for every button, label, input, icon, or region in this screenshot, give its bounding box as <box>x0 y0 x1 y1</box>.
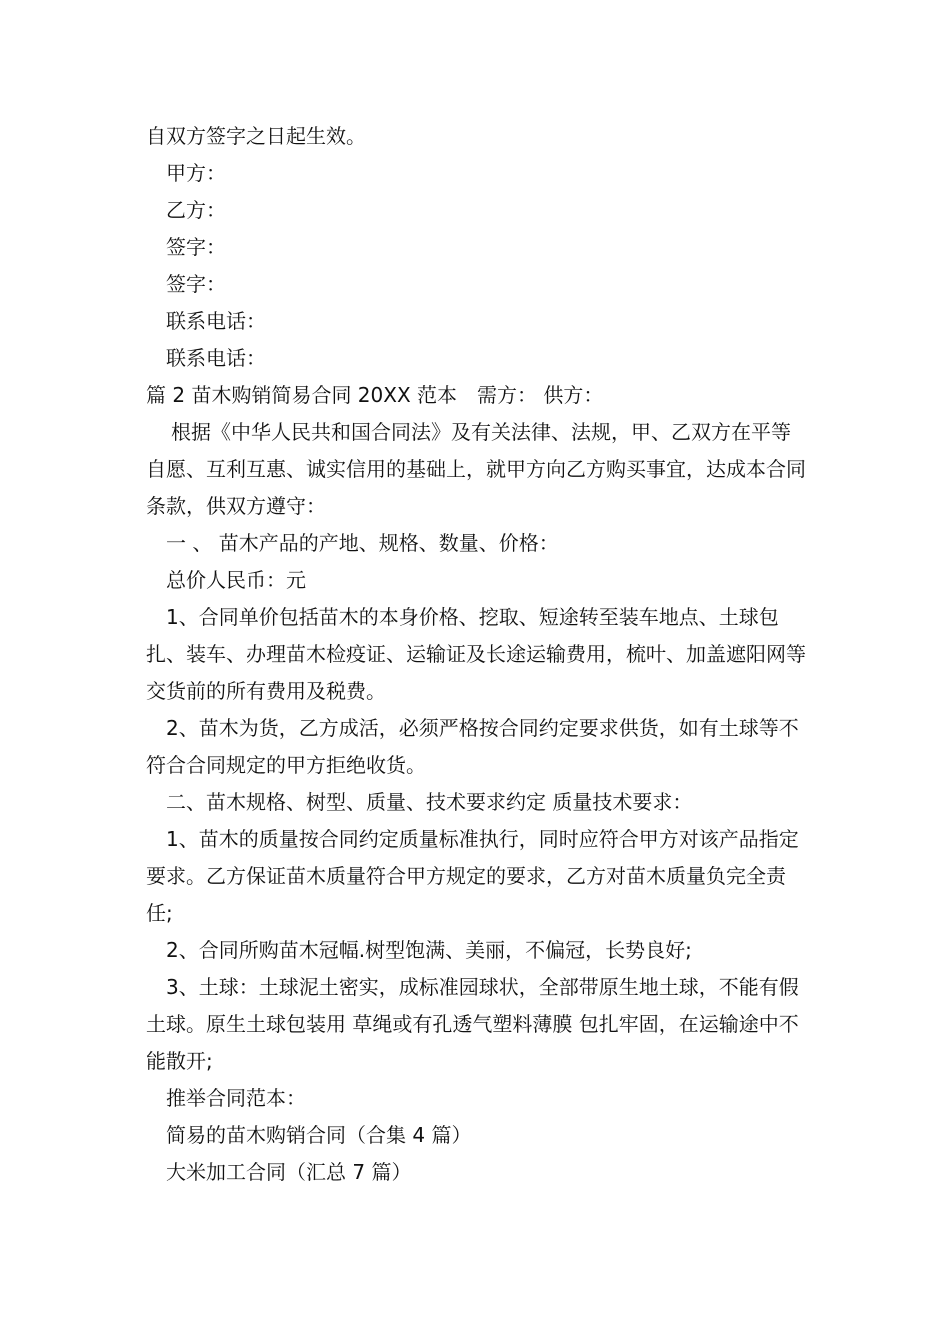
party-a-label: 甲方： <box>166 161 226 185</box>
phone-label: 联系电话： <box>166 309 266 333</box>
document-body <box>146 118 808 1191</box>
paragraph: 1、苗木的质量按合同约定质量标准执行，同时应符合甲方对该产品指定要求。乙方保证苗木质量符合甲方规定的要求，乙方对苗木质量负完全责任; <box>146 827 799 925</box>
section-heading: 篇 2 苗木购销简易合同 20XX 范本 需方： 供方： <box>146 383 604 407</box>
signature-label: 签字： <box>166 272 226 296</box>
recommended-link[interactable]: 大米加工合同（汇总 7 篇） <box>166 1160 412 1184</box>
paragraph: 1、合同单价包括苗木的本身价格、挖取、短途转至装车地点、土球包扎、装车、办理苗木检疫证、运输证及长途运输费用，梳叶、加盖遮阳网等交货前的所有费用及税费。 <box>146 605 806 703</box>
recommended-heading: 推举合同范本： <box>166 1086 306 1110</box>
paragraph: 根据《中华人民共和国合同法》及有关法律、法规，甲、乙双方在平等自愿、互利互惠、诚实信用的基础上，就甲方向乙方购买事宜，达成本合同条款，供双方遵守： <box>146 420 806 518</box>
recommended-link[interactable]: 简易的苗木购销合同（合集 4 篇） <box>166 1123 472 1147</box>
paragraph: 3、土球：土球泥土密实，成标准园球状，全部带原生地土球，不能有假土球。原生土球包装用 草绳或有孔透气塑料薄膜 包扎牢固，在运输途中不能散开; <box>146 975 799 1073</box>
paragraph: 2、苗木为货，乙方成活，必须严格按合同约定要求供货，如有土球等不符合合同规定的甲方拒绝收货。 <box>146 716 799 777</box>
paragraph: 自双方签字之日起生效。 <box>146 124 366 148</box>
party-b-label: 乙方： <box>166 198 226 222</box>
phone-label: 联系电话： <box>166 346 266 370</box>
paragraph: 2、合同所购苗木冠幅.树型饱满、美丽，不偏冠，长势良好; <box>166 938 692 962</box>
signature-label: 签字： <box>166 235 226 259</box>
paragraph: 总价人民币：元 <box>166 568 306 592</box>
clause-heading: 二、苗木规格、树型、质量、技术要求约定 质量技术要求： <box>166 790 693 814</box>
clause-heading: 一 、 苗木产品的产地、规格、数量、价格： <box>166 531 559 555</box>
